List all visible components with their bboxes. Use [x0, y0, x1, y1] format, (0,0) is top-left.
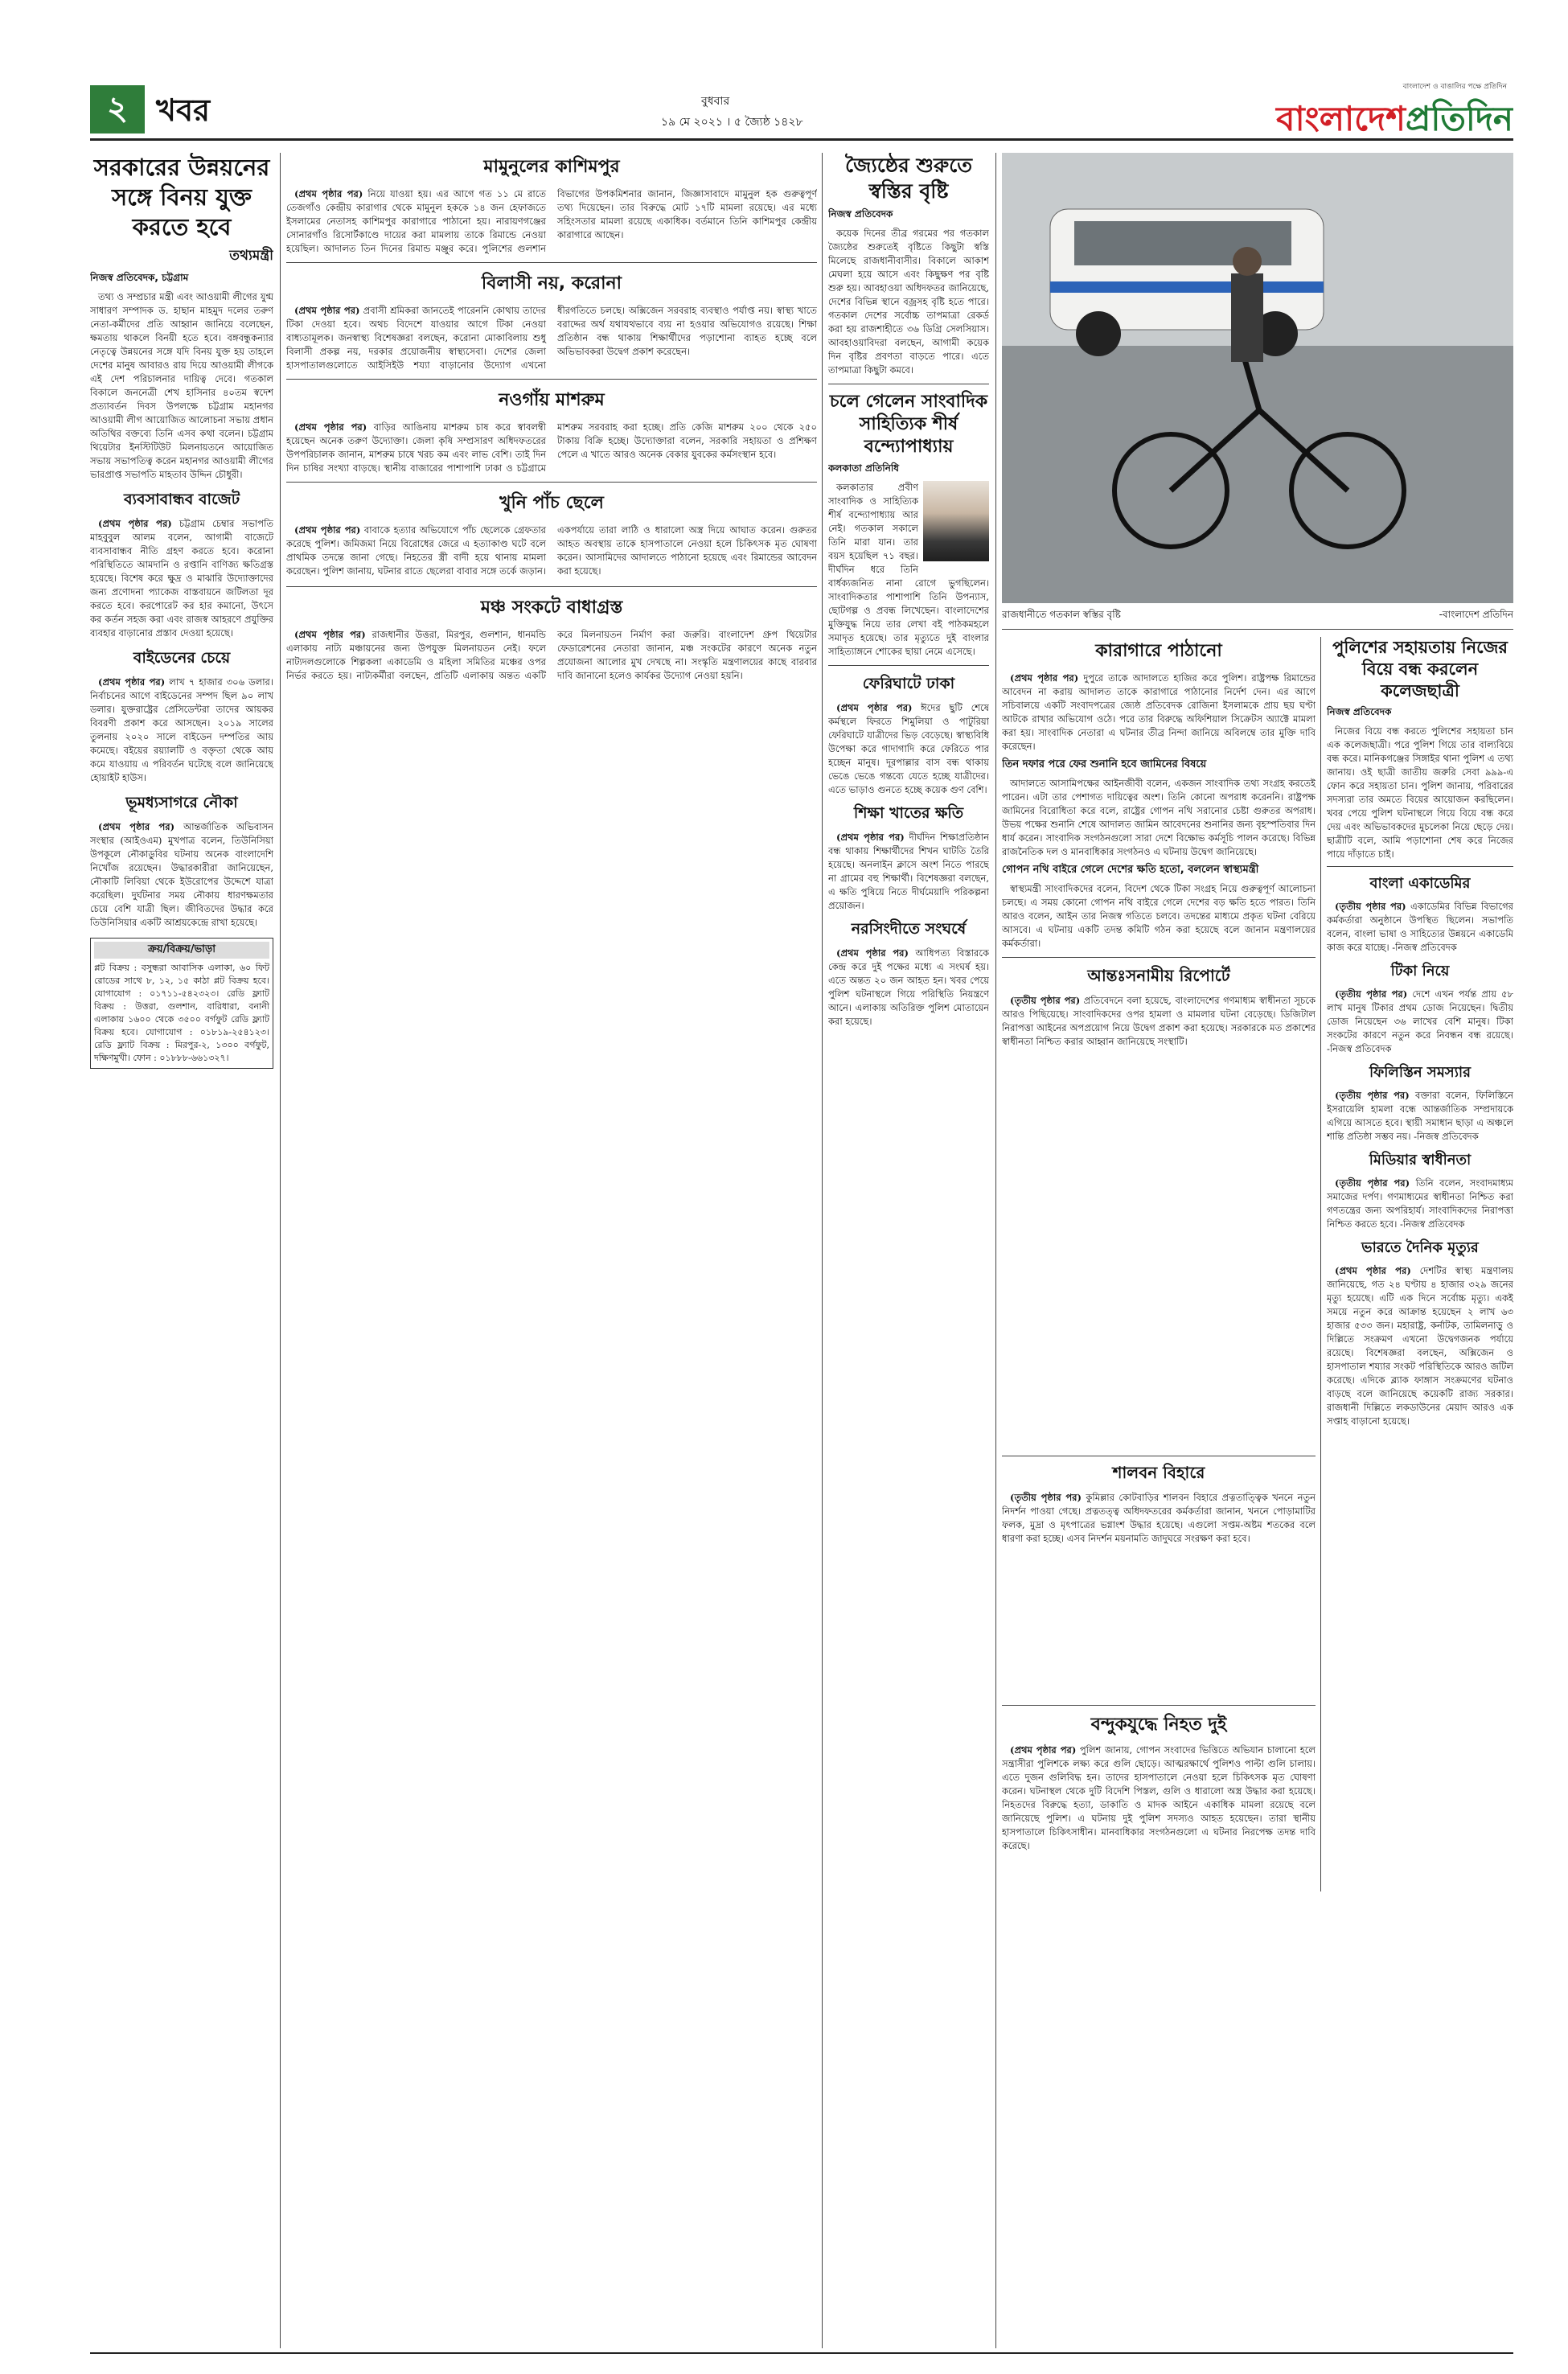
classified-body: প্লট বিক্রয় : বসুন্ধরা আবাসিক এলাকা, ৬০ ফিট রোডের সাথে ৮, ১২, ১৫ কাঠা প্লট বিক্রয় হবে। যোগাযোগ : ০১৭১১-৫৪২৩২৩। রেডি ফ্ল্যাট বিক্রয় : উত্তরা, গুলশান, বারিধারা, বনানী এলাকায় ১৬০০ থেকে ৩৫০০ বর্গফুট রেডি ফ্ল্যাট বিক্রয় হবে। যোগাযোগ : ০১৮১৯-২৫৪১২৩। রেডি ফ্ল্যাট বিক্রয় : মিরপুর-২, ১৩০০ বর্গফুট, দক্ষিণমুখী। ফোন : ০১৮৮৮-৬৬১৩২৭। — [94, 963, 269, 1063]
headline-media-freedom: মিডিয়ার স্বাধীনতা — [1369, 1152, 1472, 1169]
story-divider — [286, 482, 817, 483]
article-body-bangla-academy: (তৃতীয় পৃষ্ঠার পর) একাডেমির বিভিন্ন বিভাগের কর্মকর্তারা অনুষ্ঠানে উপস্থিত ছিলেন। সভাপতি বলেন, বাংলা ভাষা ও সাহিত্যের উন্নয়নে একাডেমি কাজ করে যাচ্ছে। -নিজস্ব প্রতিবেদক — [1327, 901, 1513, 953]
article-body-five-sons: (প্রথম পৃষ্ঠার পর) বাবাকে হত্যার অভিযোগে পাঁচ ছেলেকে গ্রেফতার করেছে পুলিশ। জমিজমা নিয়ে বিরোধের জেরে এ হত্যাকাণ্ড ঘটে বলে প্রাথমিক তদন্তে জানা গেছে। নিহতের স্ত্রী বাদী হয়ে থানায় মামলা করেছেন। পুলিশ জানায়, ঘটনার রাতে ছেলেরা বাবার সঙ্গে তর্কে জড়ান। একপর্যায়ে তারা লাঠি ও ধারালো অস্ত্র দিয়ে আঘাত করেন। গুরুতর আহত অবস্থায় তাকে হাসপাতালে নেওয়া হলে চিকিৎসক মৃত ঘোষণা করেন। আসামিদের আদালতে পাঠানো হয়েছে এবং রিমান্ডের আবেদন করা হয়েছে। — [286, 524, 817, 577]
column-2 — [286, 153, 817, 2348]
article-body-vaccine: (তৃতীয় পৃষ্ঠার পর) দেশে এখন পর্যন্ত প্রায় ৫৮ লাখ মানুষ টিকার প্রথম ডোজ নিয়েছেন। দ্বিতীয় ডোজ নিয়েছেন ৩৬ লাখের বেশি মানুষ। টিকা সংকটের কারণে নতুন করে নিবন্ধন বন্ধ রয়েছে। -নিজস্ব প্রতিবেদক — [1327, 988, 1513, 1054]
rain-photo — [1002, 153, 1513, 603]
headline-narsingdi: নরসিংদীতে সংঘর্ষে — [851, 920, 967, 938]
article-body-mushroom: (প্রথম পৃষ্ঠার পর) বাড়ির আঙিনায় মাশরুম চাষ করে স্বাবলম্বী হয়েছেন অনেক তরুণ উদ্যোক্তা। জেলা কৃষি সম্প্রসারণ অধিদফতরের উপপরিচালক জানান, মাশরুম চাষে খরচ কম এবং লাভ বেশি। তাই দিন দিন চাষির সংখ্যা বাড়ছে। স্থানীয় বাজারের পাশাপাশি ঢাকা ও চট্টগ্রামে মাশরুম সরবরাহ করা হচ্ছে। প্রতি কেজি মাশরুম ২০০ থেকে ২৫০ টাকায় বিক্রি হচ্ছে। উদ্যোক্তারা বলেন, সরকারি সহায়তা ও প্রশিক্ষণ পেলে এ খাতে আরও অনেক বেকার যুবকের কর্মসংস্থান হবে। — [286, 421, 817, 474]
byline-wedding: নিজস্ব প্রতিবেদক — [1327, 706, 1392, 717]
obituary-portrait — [923, 481, 989, 561]
article-body-mediterranean: (প্রথম পৃষ্ঠার পর) আন্তর্জাতিক অভিবাসন সংস্থার (আইওএম) মুখপাত্র বলেন, তিউনিসিয়া উপকূলে নৌকাডুবির ঘটনায় অনেক বাংলাদেশি নিখোঁজ রয়েছেন। উদ্ধারকারীরা জানিয়েছেন, নৌকাটি লিবিয়া থেকে ইউরোপের উদ্দেশে যাত্রা করেছিল। দুর্ঘটনার সময় নৌকায় ধারণক্ষমতার চেয়ে বেশি যাত্রী ছিল। জীবিতদের উদ্ধার করে তিউনিসিয়ার একটি আশ্রয়কেন্দ্রে রাখা হয়েছে। — [90, 821, 273, 928]
story-divider — [1002, 629, 1513, 630]
headline-development: সরকারের উন্নয়নের সঙ্গে বিনয় যুক্ত করতে হবে — [93, 154, 270, 240]
photo-credit: -বাংলাদেশ প্রতিদিন — [1439, 609, 1513, 620]
footer-rule — [90, 2352, 1513, 2354]
headline-report: আন্তঃসনামীয় রিপোর্টে — [1087, 966, 1230, 985]
subheadline-mediterranean: ভূমধ্যসাগরে নৌকা — [125, 794, 238, 811]
article-body-education: (প্রথম পৃষ্ঠার পর) দীর্ঘদিন শিক্ষাপ্রতিষ্ঠান বন্ধ থাকায় শিক্ষার্থীদের শিখন ঘাটতি তৈরি হয়েছে। অনলাইন ক্লাসে অংশ নিতে পারছে না গ্রামের বহু শিক্ষার্থী। বিশেষজ্ঞরা বলছেন, এ ক্ষতি পুষিয়ে নিতে দীর্ঘমেয়াদি পরিকল্পনা প্রয়োজন। — [828, 832, 989, 911]
masthead-logo — [1176, 80, 1513, 137]
header-date: ১৯ মে ২০২১ । ৫ জ্যৈষ্ঠ ১৪২৮ — [661, 116, 803, 129]
article-body-biden: (প্রথম পৃষ্ঠার পর) লাখ ৭ হাজার ৩০৬ ডলার। নির্বাচনের আগে বাইডেনের সম্পদ ছিল ৯০ লাখ ডলার। যুক্তরাষ্ট্রের প্রেসিডেন্টরা তাদের আয়কর বিবরণী প্রকাশ করে আসছেন। ২০১৯ সালের তুলনায় ২০২০ সালে বাইডেন দম্পতির আয় কমেছে। বইয়ের রয়্যালটি ও বক্তৃতা থেকে আয় কমে যাওয়ায় এ পরিবর্তন ঘটেছে বলে জানিয়েছে হোয়াইট হাউস। — [90, 676, 273, 783]
column-divider — [280, 153, 281, 2348]
column-1 — [90, 153, 273, 2348]
article-body-report: (তৃতীয় পৃষ্ঠার পর) প্রতিবেদনে বলা হয়েছে, বাংলাদেশের গণমাধ্যম স্বাধীনতা সূচকে আরও পিছিয়েছে। সাংবাদিকদের ওপর হামলা ও মামলার ঘটনা বেড়েছে। ডিজিটাল নিরাপত্তা আইনের অপপ্রয়োগ নিয়ে উদ্বেগ প্রকাশ করা হয়েছে। সরকারকে মত প্রকাশের স্বাধীনতা নিশ্চিত করার আহ্বান জানিয়েছে সংস্থাটি। — [1002, 995, 1316, 1047]
byline-col1: নিজস্ব প্রতিবেদক, চট্টগ্রাম — [90, 272, 189, 283]
article-body-ferry: (প্রথম পৃষ্ঠার পর) ঈদের ছুটি শেষে কর্মস্থলে ফিরতে শিমুলিয়া ও পাটুরিয়া ফেরিঘাটে যাত্রীদের ভিড় বেড়েছে। স্বাস্থ্যবিধি উপেক্ষা করে গাদাগাদি করে ফেরিতে পার হচ্ছেন মানুষ। দূরপাল্লার বাস বন্ধ থাকায় ভেঙে ভেঙে গন্তব্যে যেতে হচ্ছে যাত্রীদের। এতে ভাড়াও গুনতে হচ্ছে কয়েক গুণ বেশি। — [828, 702, 989, 795]
headline-wedding: পুলিশের সহায়তায় নিজের বিয়ে বন্ধ করলেন কলেজছাত্রী — [1332, 638, 1508, 700]
headline-vaccine: টিকা নিয়ে — [1390, 963, 1450, 980]
column-far-right — [1327, 637, 1513, 2348]
page-number: ২ — [106, 90, 128, 127]
subheadline-budget: ব্যবসাবান্ধব বাজেট — [123, 491, 240, 508]
headline-india-deaths: ভারতে দৈনিক মৃত্যুর — [1361, 1239, 1479, 1256]
headline-rain: জ্যৈষ্ঠের শুরুতে স্বস্তির বৃষ্টি — [844, 154, 973, 203]
column-divider — [995, 153, 996, 2348]
column-divider — [822, 153, 823, 2348]
headline-palestine: ফিলিস্তিন সমস্যার — [1369, 1064, 1472, 1081]
article-body-budget: (প্রথম পৃষ্ঠার পর) চট্টগ্রাম চেম্বার সভাপতি মাহবুবুল আলম বলেন, আগামী বাজেটে ব্যবসাবান্ধব নীতি গ্রহণ করতে হবে। করোনা পরিস্থিতিতে আমদানি ও রপ্তানি বাণিজ্য ক্ষতিগ্রস্ত হয়েছে। বিশেষ করে ক্ষুদ্র ও মাঝারি উদ্যোক্তাদের জন্য প্রণোদনা প্যাকেজ বাস্তবায়নে জটিলতা দূর করতে হবে। করপোরেট কর হার কমানো, উৎসে কর কর্তন সহজ করা এবং রাজস্ব আহরণে প্রযুক্তির ব্যবহার বাড়ানোর প্রস্তাব দেওয়া হয়েছে। — [90, 518, 273, 639]
article-body-gunfight: (প্রথম পৃষ্ঠার পর) পুলিশ জানায়, গোপন সংবাদের ভিত্তিতে অভিযান চালানো হলে সন্ত্রাসীরা পুলিশকে লক্ষ্য করে গুলি ছোড়ে। আত্মরক্ষার্থে পুলিশও পাল্টা গুলি চালায়। এতে দুজন গুলিবিদ্ধ হন। তাদের হাসপাতালে নেওয়া হলে চিকিৎসক মৃত ঘোষণা করেন। ঘটনাস্থল থেকে দুটি বিদেশি পিস্তল, গুলি ও ধারালো অস্ত্র উদ্ধার করা হয়েছে। নিহতদের বিরুদ্ধে হত্যা, ডাকাতি ও মাদক আইনে একাধিক মামলা রয়েছে বলে জানিয়েছে পুলিশ। এ ঘটনায় দুই পুলিশ সদস্যও আহত হয়েছেন। তারা স্থানীয় হাসপাতালে চিকিৎসাধীন। মানবাধিকার সংগঠনগুলো এ ঘটনার নিরপেক্ষ তদন্ত দাবি করেছে। — [1002, 1744, 1316, 1851]
masthead-tagline: বাংলাদেশ ও বাঙালির পক্ষে প্রতিদিন — [1402, 83, 1507, 91]
rain-photo-caption — [1002, 608, 1513, 624]
article-body-wedding: নিজের বিয়ে বন্ধ করতে পুলিশের সহায়তা চান এক কলেজছাত্রী। পরে পুলিশ গিয়ে তার বাল্যবিয়ে বন্ধ করে। মানিকগঞ্জের সিঙ্গাইর থানা পুলিশ এ তথ্য জানায়। ওই ছাত্রী জাতীয় জরুরি সেবা ৯৯৯-এ ফোন করে সহায়তা চান। পুলিশ জানায়, পরিবারের সদস্যরা তার অমতে বিয়ের আয়োজন করছিলেন। খবর পেয়ে পুলিশ ঘটনাস্থলে গিয়ে বিয়ে বন্ধ করে দেয় এবং অভিভাবকদের মুচলেকা নিয়ে ছেড়ে দেয়। ছাত্রীটি বলে, আমি পড়াশোনা শেষ করে নিজের পায়ে দাঁড়াতে চাই। — [1327, 725, 1513, 860]
rain-photo-graphic — [1002, 153, 1513, 603]
headline-ferry: ফেরিঘাটে ঢাকা — [862, 675, 955, 692]
headline-gunfight: বন্দুকযুদ্ধে নিহত দুই — [1090, 1715, 1227, 1735]
headline-mamunul: মামুনুলের কাশিমপুর — [483, 157, 620, 177]
header-rule — [90, 138, 1513, 141]
headline-education: শিক্ষা খাতের ক্ষতি — [853, 804, 964, 822]
page-header — [90, 80, 1513, 137]
story-divider — [1327, 866, 1513, 867]
byline-rain: নিজস্ব প্রতিবেদক — [828, 208, 893, 220]
byline-obituary: কলকাতা প্রতিনিধি — [828, 462, 900, 474]
story-gunfight — [1002, 1705, 1316, 2348]
article-body-stage-crisis: (প্রথম পৃষ্ঠার পর) রাজধানীর উত্তরা, মিরপুর, গুলশান, ধানমন্ডি এলাকায় নাট্য মঞ্চায়নের জন্য উপযুক্ত মিলনায়তন নেই। ফলে নাট্যদলগুলোকে শিল্পকলা একাডেমি ও মহিলা সমিতির মঞ্চের ওপর নির্ভর করতে হয়। নাট্যকর্মীরা বলছেন, প্রতিটি এলাকায় অন্তত একটি করে মিলনায়তন নির্মাণ করা জরুরি। বাংলাদেশ গ্রুপ থিয়েটার ফেডারেশনের নেতারা জানান, মঞ্চ সংকটের কারণে অনেক নতুন প্রযোজনা আলোর মুখ দেখছে না। সংস্কৃতি মন্ত্রণালয়ের কাছে বারবার দাবি জানানো হলেও কার্যকর উদ্যোগ নেওয়া হয়নি। — [286, 629, 817, 681]
story-jail — [1002, 637, 1316, 1449]
story-divider — [286, 262, 817, 263]
story-divider — [286, 586, 817, 587]
headline-bangla-academy: বাংলা একাডেমির — [1369, 875, 1471, 892]
article-body-development: তথ্য ও সম্প্রচার মন্ত্রী এবং আওয়ামী লীগের যুগ্ম সাধারণ সম্পাদক ড. হাছান মাহমুদ দলের তরুণ নেতা-কর্মীদের প্রতি আহ্বান জানিয়ে বলেছেন, ক্ষমতায় থাকলে বিনয়ী হতে হবে। বঙ্গবন্ধুকন্যার নেতৃত্বে উন্নয়নের সঙ্গে যদি বিনয় যুক্ত হয় তাহলে দেশের মানুষ আবারও রায় দিয়ে আওয়ামী লীগকে এই দেশ পরিচালনার দায়িত্ব দেবে। গতকাল বিকালে জননেত্রী শেখ হাসিনার ৪০তম স্বদেশ প্রত্যাবর্তন দিবস উপলক্ষে চট্টগ্রাম মহানগর আওয়ামী লীগ আয়োজিত আলোচনা সভায় প্রধান অতিথির বক্তব্যে তিনি এসব কথা বলেন। চট্টগ্রাম থিয়েটার ইনস্টিটিউট মিলনায়তনে আয়োজিত সভায় সভাপতিত্ব করেন মহানগর আওয়ামী লীগের ভারপ্রাপ্ত সভাপতি মাহতাব উদ্দিন চৌধুরী। — [90, 291, 273, 480]
header-day: বুধবার — [701, 95, 730, 108]
story-divider — [828, 665, 989, 666]
headline-mushroom: নওগাঁয় মাশরুম — [499, 390, 605, 410]
headline-five-sons: খুনি পাঁচ ছেলে — [499, 493, 604, 513]
article-body-sal-ban: (তৃতীয় পৃষ্ঠার পর) কুমিল্লার কোটবাড়ির শালবন বিহারে প্রত্নতাত্ত্বিক খননে নতুন নিদর্শন পাওয়া গেছে। প্রত্নতত্ত্ব অধিদফতরের কর্মকর্তারা জানান, খননে পোড়ামাটির ফলক, মুদ্রা ও মৃৎপাত্রের ভগ্নাংশ উদ্ধার হয়েছে। এগুলো সপ্তম-অষ্টম শতকের বলে ধারণা করা হচ্ছে। এসব নিদর্শন ময়নামতি জাদুঘরে সংরক্ষণ করা হবে। — [1002, 1492, 1316, 1544]
photo-caption-text: রাজধানীতে গতকাল স্বস্তির বৃষ্টি — [1002, 609, 1121, 620]
subhead-jail-hearing: তিন দফার পরে ফের শুনানি হবে জামিনের বিষয়ে — [1002, 758, 1207, 770]
article-body-obituary: কলকাতার প্রবীণ সাংবাদিক ও সাহিত্যিক শীর্ষ বন্দ্যোপাধ্যায় আর নেই। গতকাল সকালে তিনি মারা যান। তার বয়স হয়েছিল ৭১ বছর। দীর্ঘদিন ধরে তিনি বার্ধক্যজনিত নানা রোগে ভুগছিলেন। সাংবাদিকতার পাশাপাশি তিনি উপন্যাস, ছোটগল্প ও প্রবন্ধ লিখেছেন। বাংলাদেশের মুক্তিযুদ্ধ নিয়ে তার লেখা বই পাঠকমহলে সমাদৃত হয়েছে। তার মৃত্যুতে দুই বাংলার সাহিত্যাঙ্গনে শোকের ছায়া নেমে এসেছে। — [828, 482, 989, 657]
headline-luxury: বিলাসী নয়, করোনা — [481, 273, 622, 294]
classified-box — [90, 938, 273, 1069]
article-body-india-deaths: (প্রথম পৃষ্ঠার পর) দেশটির স্বাস্থ্য মন্ত্রণালয় জানিয়েছে, গত ২৪ ঘণ্টায় ৪ হাজার ৩২৯ জনের মৃত্যু হয়েছে। এটি এক দিনে সর্বোচ্চ মৃত্যু। একই সময়ে নতুন করে আক্রান্ত হয়েছেন ২ লাখ ৬৩ হাজার ৫৩৩ জন। মহারাষ্ট্র, কর্নাটক, তামিলনাড়ু ও দিল্লিতে সংক্রমণ এখনো উদ্বেগজনক পর্যায়ে রয়েছে। বিশেষজ্ঞরা বলছেন, অক্সিজেন ও হাসপাতাল শয্যার সংকট পরিস্থিতিকে আরও জটিল করেছে। এদিকে ব্ল্যাক ফাঙ্গাস সংক্রমণের ঘটনাও বাড়ছে বলে জানিয়েছে কয়েকটি রাজ্য সরকার। রাজধানী দিল্লিতে লকডাউনের মেয়াদ আরও এক সপ্তাহ বাড়ানো হয়েছে। — [1327, 1265, 1513, 1427]
article-body-luxury: (প্রথম পৃষ্ঠার পর) প্রবাসী শ্রমিকরা জানতেই পারেননি কোথায় তাদের টিকা দেওয়া হবে। অথচ বিদেশে যাওয়ার আগে টিকা নেওয়া বাধ্যতামূলক। জনস্বাস্থ্য বিশেষজ্ঞরা বলছেন, করোনা মোকাবিলায় শুধু বিলাসী প্রকল্প নয়, দরকার প্রয়োজনীয় স্বাস্থ্যসেবা। দেশের জেলা হাসপাতালগুলোতে আইসিইউ শয্যা বাড়ানোর উদ্যোগ এখনো ধীরগতিতে চলছে। অক্সিজেন সরবরাহ ব্যবস্থাও পর্যাপ্ত নয়। স্বাস্থ্য খাতে বরাদ্দের অর্থ যথাযথভাবে ব্যয় না হওয়ার অভিযোগও রয়েছে। শিক্ষা প্রতিষ্ঠান বন্ধ থাকায় শিক্ষার্থীদের পড়াশোনা ব্যাহত হচ্ছে বলে অভিভাবকরা উদ্বেগ প্রকাশ করেছেন। — [286, 305, 817, 371]
story-sal-ban — [1002, 1456, 1316, 1697]
column-divider — [1320, 637, 1321, 1891]
article-body-jail-2: আদালতে আসামিপক্ষের আইনজীবী বলেন, একজন সাংবাদিক তথ্য সংগ্রহ করতেই পারেন। এটা তার পেশাগত দায়িত্বের অংশ। তিনি কোনো অপরাধ করেননি। রাষ্ট্রপক্ষ জামিনের বিরোধিতা করে বলে, রাষ্ট্রের গোপন নথি সরানোর চেষ্টা গুরুতর অপরাধ। উভয় পক্ষের শুনানি শেষে আদালত জামিন আবেদনের শুনানির জন্য বৃহস্পতিবার দিন ধার্য করেন। সাংবাদিক সংগঠনগুলো সারা দেশে বিক্ষোভ কর্মসূচি পালন করেছে। বিভিন্ন রাজনৈতিক দল ও মানবাধিকার সংগঠনও এ ঘটনায় উদ্বেগ জানিয়েছে। — [1002, 778, 1316, 857]
article-body-narsingdi: (প্রথম পৃষ্ঠার পর) আধিপত্য বিস্তারকে কেন্দ্র করে দুই পক্ষের মধ্যে এ সংঘর্ষ হয়। এতে অন্তত ২০ জন আহত হন। খবর পেয়ে পুলিশ ঘটনাস্থলে গিয়ে পরিস্থিতি নিয়ন্ত্রণে আনে। এলাকায় অতিরিক্ত পুলিশ মোতায়েন করা হয়েছে। — [828, 947, 989, 1027]
headline-sal-ban: শালবন বিহারে — [1112, 1463, 1205, 1482]
masthead-name-green: প্রতিদিন — [1405, 99, 1513, 137]
subheadline-biden: বাইডেনের চেয়ে — [133, 649, 231, 667]
masthead-name-red: বাংলাদেশ — [1276, 99, 1406, 137]
headline-stage-crisis: মঞ্চ সংকটে বাধাগ্রস্ত — [480, 598, 623, 618]
article-body-jail-3: স্বাস্থ্যমন্ত্রী সাংবাদিকদের বলেন, বিদেশ থেকে টিকা সংগ্রহ নিয়ে গুরুত্বপূর্ণ আলোচনা চলছে। এ সময় কোনো গোপন নথি বাইরে গেলে দেশের বড় ক্ষতি হতে পারত। তিনি আরও বলেন, আইন তার নিজস্ব গতিতে চলবে। তদন্তের মাধ্যমে প্রকৃত ঘটনা বেরিয়ে আসবে। এ ঘটনায় একটি তদন্ত কমিটি গঠন করা হয়েছে বলে জানান মন্ত্রণালয়ের কর্মকর্তারা। — [1002, 883, 1316, 949]
article-body-mamunul: (প্রথম পৃষ্ঠার পর) নিয়ে যাওয়া হয়। এর আগে গত ১১ মে রাতে তেজগাঁও কেন্দ্রীয় কারাগার থেকে মামুনুল হককে ১৪ জন হেফাজতে ইসলামের নেতাসহ কাশিমপুর কারাগারে পাঠানো হয়। নারায়ণগঞ্জের সোনারগাঁও রিসোর্টকাণ্ডে দায়ের করা মামলায় তাকে রিমান্ডে নেওয়া হয়েছিল। আদালত তিন দিনের রিমান্ড মঞ্জুর করে। পুলিশের গুলশান বিভাগের উপকমিশনার জানান, জিজ্ঞাসাবাদে মামুনুল হক গুরুত্বপূর্ণ তথ্য দিয়েছেন। তার বিরুদ্ধে মোট ১৭টি মামলা রয়েছে। এর মধ্যে সহিংসতার মামলা রয়েছে একাধিক। বর্তমানে তিনি কাশিমপুর কেন্দ্রীয় কারাগারে আছেন। — [286, 188, 817, 254]
story-divider — [1002, 957, 1316, 958]
article-body-jail: (প্রথম পৃষ্ঠার পর) দুপুরে তাকে আদালতে হাজির করে পুলিশ। রাষ্ট্রপক্ষ রিমান্ডের আবেদন না করায় আদালত তাকে কারাগারে পাঠানোর নির্দেশ দেন। এর আগে সচিবালয়ে একটি সংবাদপত্রের জ্যেষ্ঠ প্রতিবেদক রোজিনা ইসলামকে প্রায় ছয় ঘণ্টা আটকে রাখার অভিযোগ ওঠে। পরে তার বিরুদ্ধে অফিশিয়াল সিক্রেটস অ্যাক্টে মামলা করা হয়। সাংবাদিক নেতারা এ ঘটনার তীব্র নিন্দা জানিয়ে অবিলম্বে তার মুক্তি দাবি করেছেন। — [1002, 672, 1316, 752]
article-body-media-freedom: (তৃতীয় পৃষ্ঠার পর) তিনি বলেন, সংবাদমাধ্যম সমাজের দর্পণ। গণমাধ্যমের স্বাধীনতা নিশ্চিত করা গণতন্ত্রের জন্য অপরিহার্য। সাংবাদিকদের নিরাপত্তা নিশ্চিত করতে হবে। -নিজস্ব প্রতিবেদক — [1327, 1177, 1513, 1230]
headline-obituary: চলে গেলেন সাংবাদিক সাহিত্যিক শীর্ষ বন্দ্যোপাধ্যায় — [829, 392, 988, 457]
story-divider — [1002, 1705, 1316, 1706]
subhead-minister: তথ্যমন্ত্রী — [229, 248, 273, 264]
section-name: খবর — [156, 92, 211, 128]
subhead-jail-minister: গোপন নথি বাইরে গেলে দেশের ক্ষতি হতো, বললেন স্বাস্থ্যমন্ত্রী — [1002, 864, 1259, 876]
classified-title: ক্রয়/বিক্রয়/ভাড়া — [94, 942, 269, 959]
headline-jail: কারাগারে পাঠানো — [1095, 641, 1222, 661]
column-3 — [828, 153, 989, 2348]
article-body-rain: কয়েক দিনের তীব্র গরমের পর গতকাল জ্যৈষ্ঠের শুরুতেই বৃষ্টিতে কিছুটা স্বস্তি মিলেছে রাজধানীবাসীর। বিকালে আকাশ মেঘলা হয়ে আসে এবং কিছুক্ষণ পর বৃষ্টি শুরু হয়। আবহাওয়া অধিদফতর জানিয়েছে, দেশের বিভিন্ন স্থানে বজ্রসহ বৃষ্টি হতে পারে। গতকাল দেশের সর্বোচ্চ তাপমাত্রা রেকর্ড করা হয় রাজশাহীতে ৩৬ ডিগ্রি সেলসিয়াস। আবহাওয়াবিদরা বলছেন, আগামী কয়েক দিন বৃষ্টির প্রবণতা বাড়তে পারে। এতে তাপমাত্রা কিছুটা কমবে। — [828, 228, 989, 376]
article-body-palestine: (তৃতীয় পৃষ্ঠার পর) বক্তারা বলেন, ফিলিস্তিনে ইসরায়েলি হামলা বন্ধে আন্তর্জাতিক সম্প্রদায়কে এগিয়ে আসতে হবে। স্থায়ী সমাধান ছাড়া এ অঞ্চলে শান্তি প্রতিষ্ঠা সম্ভব নয়। -নিজস্ব প্রতিবেদক — [1327, 1090, 1513, 1142]
page-number-badge — [90, 85, 145, 133]
story-divider — [286, 379, 817, 380]
